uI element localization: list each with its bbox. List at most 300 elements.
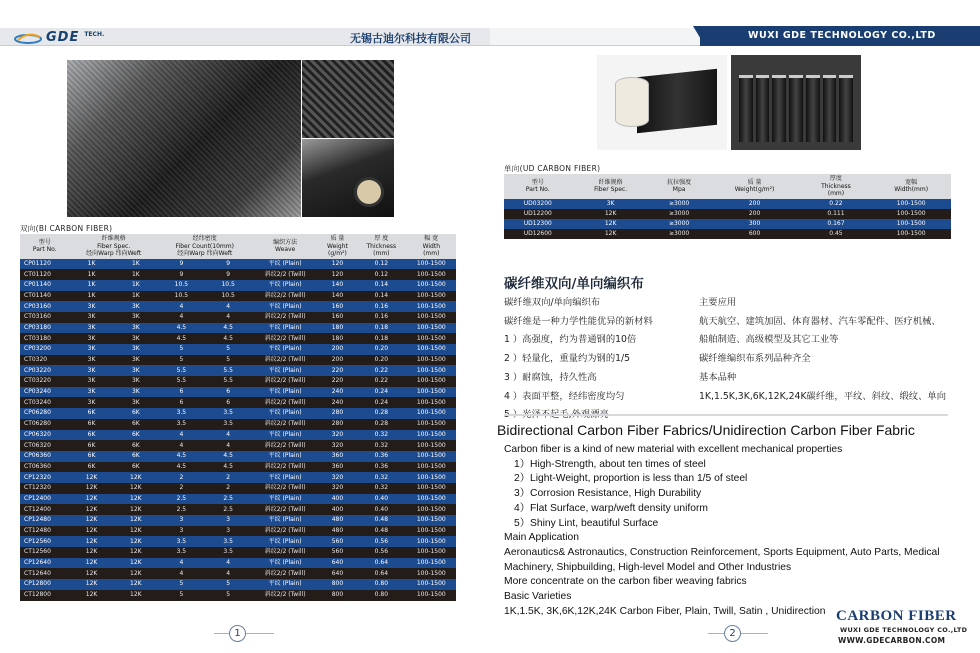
table-row	[20, 344, 456, 355]
table-cell: 100-1500	[407, 526, 456, 537]
table-cell: 2	[205, 483, 252, 494]
table-cell: 2.5	[205, 504, 252, 515]
page-number-right: 2	[724, 625, 741, 642]
table-cell: 3K	[69, 397, 113, 408]
table-cell: 平纹 (Plain)	[252, 494, 319, 505]
cn-applications: 主要应用 航天航空、建筑加固、体育器材、汽车零配件、医疗机械、 船舶制造、高级模型及其它工业等 碳纤维编织布系列品种齐全 基本品种 1K,1.5K,3K,6K,12K,24K碳纤维，平纹、斜纹、缎纹、单向	[699, 297, 946, 402]
table-cell: 斜纹2/2 (Twill)	[252, 526, 319, 537]
table-cell: 0.32	[356, 430, 406, 441]
table-cell: 5	[205, 579, 252, 590]
table-cell: 斜纹2/2 (Twill)	[252, 590, 319, 601]
en-heading: Bidirectional Carbon Fiber Fabrics/Unidirection Carbon Fiber Fabric	[497, 422, 915, 438]
table-row	[20, 387, 456, 398]
table-cell: 12K	[572, 229, 650, 239]
table-cell: 0.14	[356, 291, 406, 302]
table-cell: 12K	[69, 483, 113, 494]
table-cell: 100-1500	[407, 590, 456, 601]
table-row	[20, 397, 456, 408]
table-cell: 10.5	[158, 291, 205, 302]
table-row	[20, 483, 456, 494]
table-cell: 0.64	[356, 558, 406, 569]
brand-company: WUXI GDE TECHNOLOGY CO.,LTD	[840, 626, 968, 634]
table-cell: 4	[205, 312, 252, 323]
table-cell: 300	[709, 219, 801, 229]
table-cell: CT03220	[20, 376, 69, 387]
table-cell: UD12200	[504, 209, 572, 219]
table-cell: 2	[205, 472, 252, 483]
table-cell: 12K	[114, 547, 158, 558]
table-cell: 6K	[69, 440, 113, 451]
table-cell: 240	[319, 397, 356, 408]
table-row	[20, 547, 456, 558]
table-cell: 4	[158, 430, 205, 441]
table-cell: 280	[319, 419, 356, 430]
table-cell: CP01140	[20, 280, 69, 291]
table-cell: 360	[319, 451, 356, 462]
table-cell: 6	[205, 397, 252, 408]
table-row	[20, 376, 456, 387]
table-cell: 4	[205, 558, 252, 569]
table-cell: 280	[319, 408, 356, 419]
table-cell: 3K	[114, 301, 158, 312]
table-cell: CP03160	[20, 301, 69, 312]
table-row	[20, 451, 456, 462]
table-cell: 200	[709, 209, 801, 219]
table-cell: 12K	[572, 209, 650, 219]
table-cell: 2	[158, 483, 205, 494]
company-name-cn: 无锡古迪尔科技有限公司	[350, 32, 471, 45]
table-cell: CT12640	[20, 568, 69, 579]
table-cell: 12K	[69, 558, 113, 569]
table-cell: 0.56	[356, 536, 406, 547]
table-cell: 6K	[114, 462, 158, 473]
table-row	[20, 536, 456, 547]
table-cell: 9	[158, 269, 205, 280]
table-cell: CP12640	[20, 558, 69, 569]
table-cell: CT06280	[20, 419, 69, 430]
table-cell: 0.16	[356, 312, 406, 323]
table-cell: CT0320	[20, 355, 69, 366]
table-cell: 平纹 (Plain)	[252, 472, 319, 483]
table-cell: 200	[709, 199, 801, 209]
table-cell: 100-1500	[407, 568, 456, 579]
table-cell: 160	[319, 301, 356, 312]
ud-col-thickness: 厚度 Thickness (mm)	[801, 174, 872, 199]
table-cell: 100-1500	[407, 547, 456, 558]
table-cell: CP03220	[20, 365, 69, 376]
table-cell: 100-1500	[407, 472, 456, 483]
table-cell: 2.5	[158, 504, 205, 515]
table-cell: UD12600	[504, 229, 572, 239]
table-cell: 0.28	[356, 419, 406, 430]
table-row	[20, 365, 456, 376]
table-cell: 200	[319, 355, 356, 366]
table-cell: 5.5	[158, 376, 205, 387]
table-cell: 3	[205, 515, 252, 526]
table-cell: ≥3000	[650, 209, 709, 219]
table-cell: 4.5	[205, 462, 252, 473]
table-cell: 3K	[69, 312, 113, 323]
table-cell: 斜纹2/2 (Twill)	[252, 419, 319, 430]
fabric-roll-photo	[302, 139, 394, 217]
table-cell: 1K	[114, 259, 158, 270]
table-row	[20, 568, 456, 579]
table-cell: 斜纹2/2 (Twill)	[252, 376, 319, 387]
table-cell: 10.5	[205, 291, 252, 302]
header-bar-right	[490, 28, 704, 46]
col-weight: 质 量 Weight (g/m²)	[319, 234, 356, 259]
ud-col-weight: 质 量 Weight(g/m²)	[709, 174, 801, 199]
table-cell: 3K	[69, 301, 113, 312]
table-cell: 180	[319, 333, 356, 344]
table-cell: 0.20	[356, 344, 406, 355]
table-cell: 斜纹2/2 (Twill)	[252, 440, 319, 451]
col-fiber-count: 经纬密度 Fiber Count(10mm) 经向Warp 纬向Weft	[158, 234, 252, 259]
ud-col-width: 宽幅 Width(mm)	[871, 174, 951, 199]
table-cell: 斜纹2/2 (Twill)	[252, 483, 319, 494]
table-cell: 100-1500	[407, 483, 456, 494]
table-cell: 10.5	[205, 280, 252, 291]
col-fiber-spec: 纤维规格 Fiber Spec. 经向Warp 纬向Weft	[69, 234, 158, 259]
table-cell: 100-1500	[871, 199, 951, 209]
table-cell: 100-1500	[407, 419, 456, 430]
table-cell: 560	[319, 536, 356, 547]
table-row	[20, 430, 456, 441]
table-cell: 6K	[69, 408, 113, 419]
table-cell: 0.40	[356, 504, 406, 515]
table-cell: 3K	[69, 333, 113, 344]
table-cell: 3K	[114, 344, 158, 355]
table-row	[20, 355, 456, 366]
table-cell: 100-1500	[871, 209, 951, 219]
table-cell: 4	[205, 301, 252, 312]
table-cell: 400	[319, 504, 356, 515]
table-cell: CT12560	[20, 547, 69, 558]
cn-heading: 碳纤维双向/单向编织布	[504, 276, 644, 292]
table-cell: CT06320	[20, 440, 69, 451]
table-cell: 12K	[69, 568, 113, 579]
table-cell: 360	[319, 462, 356, 473]
table-cell: 3K	[69, 355, 113, 366]
table-row	[20, 419, 456, 430]
table-cell: 5	[158, 355, 205, 366]
table-cell: 120	[319, 269, 356, 280]
table-cell: 3.5	[158, 536, 205, 547]
weave-closeup-photo	[302, 60, 394, 138]
table-cell: 320	[319, 472, 356, 483]
table-cell: 3K	[69, 344, 113, 355]
carbon-fabric-photo	[67, 60, 301, 217]
table-cell: 3.5	[205, 536, 252, 547]
table-cell: 4	[205, 440, 252, 451]
table-row	[20, 579, 456, 590]
table-cell: 100-1500	[871, 229, 951, 239]
table-cell: 2.5	[205, 494, 252, 505]
table-cell: 100-1500	[407, 291, 456, 302]
ud-rolls-stock-photo	[731, 55, 861, 150]
table-cell: 100-1500	[407, 355, 456, 366]
table-cell: 5	[205, 355, 252, 366]
table-cell: 0.56	[356, 547, 406, 558]
table-row	[20, 472, 456, 483]
table-cell: 100-1500	[407, 376, 456, 387]
table-cell: 4.5	[205, 451, 252, 462]
table-cell: CP12560	[20, 536, 69, 547]
table-cell: 12K	[69, 547, 113, 558]
logo-sub: TECH.	[84, 30, 105, 38]
table-row	[20, 515, 456, 526]
table-cell: 180	[319, 323, 356, 334]
table-row	[504, 209, 951, 219]
table-cell: CP12400	[20, 494, 69, 505]
table-cell: 12K	[114, 515, 158, 526]
table-cell: 4.5	[158, 462, 205, 473]
table-cell: 0.167	[801, 219, 872, 229]
col-thickness: 厚 度 Thickness (mm)	[356, 234, 406, 259]
table-cell: 140	[319, 291, 356, 302]
table-cell: 640	[319, 568, 356, 579]
table-cell: 6K	[114, 408, 158, 419]
table-cell: 12K	[69, 494, 113, 505]
table-cell: 100-1500	[407, 323, 456, 334]
company-name-en: WUXI GDE TECHNOLOGY CO.,LTD	[748, 30, 936, 41]
table-cell: CP03240	[20, 387, 69, 398]
table-cell: 0.20	[356, 355, 406, 366]
table-cell: 斜纹2/2 (Twill)	[252, 397, 319, 408]
table-cell: CP03200	[20, 344, 69, 355]
table-cell: 0.28	[356, 408, 406, 419]
table-row	[504, 229, 951, 239]
table-cell: CT03240	[20, 397, 69, 408]
table-cell: 6K	[69, 419, 113, 430]
table-cell: 0.24	[356, 387, 406, 398]
table-cell: 12K	[69, 515, 113, 526]
table-cell: 100-1500	[407, 579, 456, 590]
table-row	[20, 312, 456, 323]
table-cell: 斜纹2/2 (Twill)	[252, 333, 319, 344]
table-cell: 6	[158, 397, 205, 408]
table-cell: 4	[205, 568, 252, 579]
table-cell: 4.5	[158, 323, 205, 334]
bi-spec-table	[20, 234, 456, 601]
table-cell: CP12480	[20, 515, 69, 526]
table-cell: 3K	[114, 387, 158, 398]
table-cell: 100-1500	[407, 462, 456, 473]
table-cell: 0.48	[356, 515, 406, 526]
table-cell: 800	[319, 590, 356, 601]
table-cell: 4.5	[205, 323, 252, 334]
table-cell: 平纹 (Plain)	[252, 387, 319, 398]
table-cell: 100-1500	[407, 430, 456, 441]
table-cell: 600	[709, 229, 801, 239]
table-cell: CT01120	[20, 269, 69, 280]
table-cell: 320	[319, 483, 356, 494]
table-cell: 3	[158, 515, 205, 526]
table-row	[20, 291, 456, 302]
cn-features: 碳纤维双向/单向编织布 碳纤维是一种力学性能优异的新材料 1 ）高强度，约为普通钢的10倍 2 ）轻量化，重量约为钢的1/5 3 ）耐腐蚀，持久性高 4 ）表面平整，经纬密度均匀	[504, 297, 653, 402]
table-row	[20, 301, 456, 312]
table-row	[20, 323, 456, 334]
bi-table-caption: 双向(BI CARBON FIBER)	[20, 224, 113, 233]
table-cell: 0.16	[356, 301, 406, 312]
table-cell: 400	[319, 494, 356, 505]
table-cell: 斜纹2/2 (Twill)	[252, 504, 319, 515]
table-cell: CP06320	[20, 430, 69, 441]
ud-roll-photo	[597, 55, 727, 150]
table-cell: CT03160	[20, 312, 69, 323]
table-cell: 480	[319, 526, 356, 537]
table-cell: 100-1500	[407, 451, 456, 462]
table-cell: 0.18	[356, 323, 406, 334]
table-cell: 5	[158, 590, 205, 601]
table-cell: 斜纹2/2 (Twill)	[252, 312, 319, 323]
table-cell: 平纹 (Plain)	[252, 558, 319, 569]
table-row	[20, 494, 456, 505]
brand-url: WWW.GDECARBON.COM	[838, 636, 946, 645]
table-cell: 1K	[69, 291, 113, 302]
table-cell: 3.5	[158, 408, 205, 419]
table-cell: CT12480	[20, 526, 69, 537]
table-row	[20, 504, 456, 515]
table-cell: ≥3000	[650, 229, 709, 239]
table-cell: 0.111	[801, 209, 872, 219]
en-description: Carbon fiber is a kind of new material with excellent mechanical properties 1）High-Strength, about ten times of steel 2）Light-Weight, proportion is less than 1/5 of steel 3）Corrosion Resistance, High Durability 4）Flat Surface, warp/weft density uniform 5）Shiny Lint, beautiful Surface Main Application Aeronautics& Astronautics, Construction Reinforcement, Sports Equipment, Auto Parts, Medical Machinery, Shipbuilding, High-level Model and Other Industries More concentrate on the carbon fiber weaving fabrics Basic Varieties 1K,1.5K, 3K,6K,12K,24K Carbon Fiber, Plain, Twill, Satin , Unidirection	[504, 444, 940, 617]
table-cell: 斜纹2/2 (Twill)	[252, 291, 319, 302]
table-cell: CT12320	[20, 483, 69, 494]
table-cell: 100-1500	[407, 397, 456, 408]
table-cell: 2.5	[158, 494, 205, 505]
table-cell: 0.32	[356, 483, 406, 494]
table-cell: CT12800	[20, 590, 69, 601]
table-cell: 100-1500	[407, 269, 456, 280]
table-cell: 3K	[114, 397, 158, 408]
table-row	[20, 462, 456, 473]
table-cell: 100-1500	[407, 312, 456, 323]
table-cell: 560	[319, 547, 356, 558]
table-cell: 6	[158, 387, 205, 398]
section-divider	[504, 414, 948, 416]
table-cell: 0.12	[356, 269, 406, 280]
table-cell: 1K	[69, 280, 113, 291]
table-cell: 0.24	[356, 397, 406, 408]
ud-col-part: 型号 Part No.	[504, 174, 572, 199]
table-cell: 12K	[572, 219, 650, 229]
table-cell: 0.22	[356, 376, 406, 387]
page-number-left: 1	[229, 625, 246, 642]
table-cell: 6	[205, 387, 252, 398]
table-cell: 6K	[114, 419, 158, 430]
table-cell: 3K	[114, 323, 158, 334]
table-cell: 6K	[114, 451, 158, 462]
table-cell: 4	[158, 558, 205, 569]
table-cell: 3.5	[205, 419, 252, 430]
table-cell: 140	[319, 280, 356, 291]
table-cell: 0.22	[801, 199, 872, 209]
table-cell: CP01120	[20, 259, 69, 270]
table-row	[20, 333, 456, 344]
table-cell: 6K	[69, 451, 113, 462]
table-cell: 220	[319, 376, 356, 387]
table-cell: 12K	[69, 536, 113, 547]
table-cell: 3K	[69, 365, 113, 376]
table-cell: 12K	[114, 494, 158, 505]
table-cell: 3K	[114, 355, 158, 366]
table-cell: UD03200	[504, 199, 572, 209]
table-cell: CP03180	[20, 323, 69, 334]
table-cell: 平纹 (Plain)	[252, 579, 319, 590]
table-cell: 1K	[114, 280, 158, 291]
table-cell: 800	[319, 579, 356, 590]
table-cell: 320	[319, 440, 356, 451]
table-cell: 12K	[114, 504, 158, 515]
table-cell: 220	[319, 365, 356, 376]
table-cell: 0.80	[356, 590, 406, 601]
table-cell: 12K	[114, 483, 158, 494]
table-cell: 0.32	[356, 440, 406, 451]
table-cell: 1K	[69, 259, 113, 270]
table-cell: CP12320	[20, 472, 69, 483]
table-cell: CT01140	[20, 291, 69, 302]
table-cell: 6K	[114, 430, 158, 441]
brand-title: CARBON FIBER	[836, 608, 957, 624]
table-cell: 斜纹2/2 (Twill)	[252, 547, 319, 558]
table-cell: 3K	[114, 365, 158, 376]
table-cell: 12K	[114, 472, 158, 483]
table-cell: 1K	[69, 269, 113, 280]
table-cell: 斜纹2/2 (Twill)	[252, 568, 319, 579]
table-cell: 480	[319, 515, 356, 526]
table-cell: 100-1500	[407, 387, 456, 398]
logo-text: GDE	[46, 29, 80, 45]
table-cell: 3K	[69, 323, 113, 334]
table-cell: 0.64	[356, 568, 406, 579]
table-cell: 5	[158, 579, 205, 590]
table-cell: UD12300	[504, 219, 572, 229]
table-cell: CT12400	[20, 504, 69, 515]
table-cell: 平纹 (Plain)	[252, 515, 319, 526]
table-cell: 3K	[114, 333, 158, 344]
table-cell: 240	[319, 387, 356, 398]
table-cell: CT03180	[20, 333, 69, 344]
table-cell: 12K	[69, 579, 113, 590]
table-cell: 10.5	[158, 280, 205, 291]
table-cell: 平纹 (Plain)	[252, 301, 319, 312]
table-cell: 3K	[69, 376, 113, 387]
table-cell: 12K	[114, 536, 158, 547]
table-cell: 平纹 (Plain)	[252, 536, 319, 547]
table-row	[504, 219, 951, 229]
table-cell: CP06280	[20, 408, 69, 419]
table-cell: 4	[158, 568, 205, 579]
table-cell: 3	[158, 526, 205, 537]
col-part: 型号 Part No.	[20, 234, 69, 259]
table-cell: 平纹 (Plain)	[252, 323, 319, 334]
table-cell: 120	[319, 259, 356, 270]
table-cell: 100-1500	[407, 494, 456, 505]
table-cell: 0.32	[356, 472, 406, 483]
table-cell: ≥3000	[650, 219, 709, 229]
table-cell: CP12800	[20, 579, 69, 590]
table-cell: 12K	[69, 472, 113, 483]
table-cell: 平纹 (Plain)	[252, 408, 319, 419]
table-cell: 斜纹2/2 (Twill)	[252, 269, 319, 280]
table-cell: 平纹 (Plain)	[252, 430, 319, 441]
table-cell: 100-1500	[407, 504, 456, 515]
col-width: 幅 宽 Width (mm)	[407, 234, 456, 259]
table-cell: 4.5	[205, 333, 252, 344]
table-cell: 平纹 (Plain)	[252, 259, 319, 270]
table-cell: 4.5	[158, 451, 205, 462]
